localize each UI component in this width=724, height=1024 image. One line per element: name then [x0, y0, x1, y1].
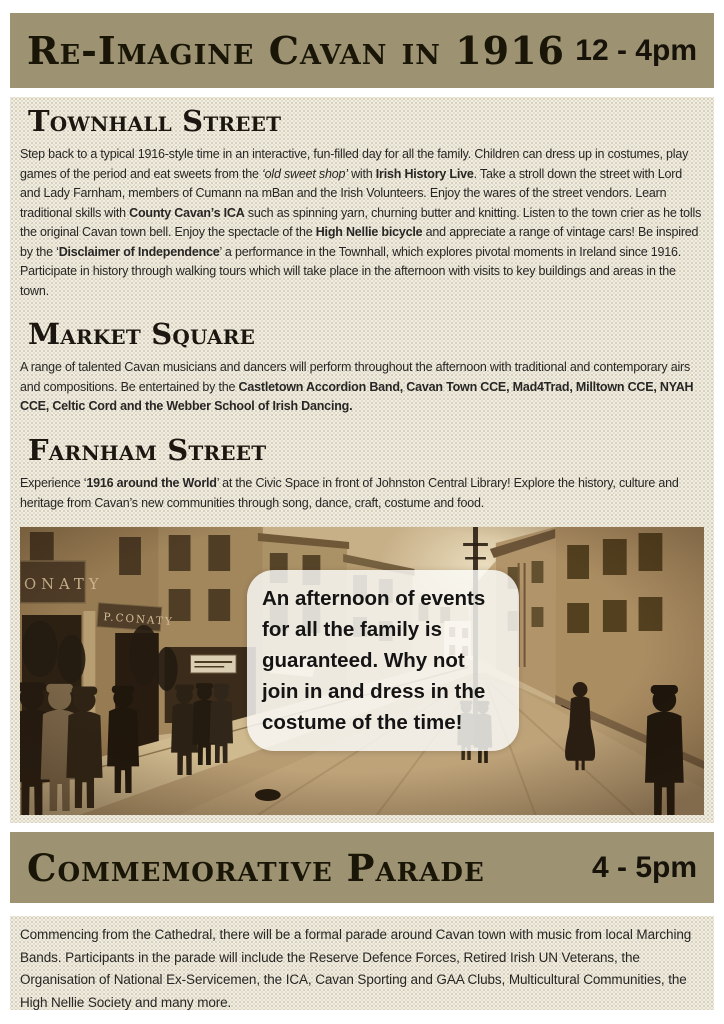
text-segment: Disclaimer of Independence — [58, 244, 220, 259]
section-paragraph-farnham-street — [20, 474, 704, 513]
text-segment: . Take a stroll down the street with Lord and Lady Farnham, members of Cumann na mBan and the Irish Volunteers. Enjoy the wares of the street vendors. Learn traditional skills with — [20, 166, 682, 220]
text-segment: and appreciate a range of vintage cars! Be inspired by the ‘ — [20, 225, 699, 259]
speech-bubble — [247, 570, 519, 751]
text-segment: ’ at the Civic Space in front of Johnston Central Library! Explore the history, culture and heritage from Cavan’s new communities through song, dance, craft, costume and food. — [20, 476, 679, 510]
event-time: 12 - 4pm — [575, 33, 697, 67]
parade-banner — [10, 832, 714, 903]
text-segment: Step back to a typical 1916-style time in an interactive, fun-filled day for all the family. Children can dress up in costumes, play games of the period and eat sweets from the — [20, 147, 689, 181]
text-segment: High Nellie bicycle — [315, 225, 423, 239]
parade-panel — [10, 916, 714, 1010]
text-segment: A range of talented Cavan musicians and dancers will perform throughout the afternoon with traditional and contemporary airs and compositions. Be entertained by the — [20, 360, 691, 394]
text-segment: such as spinning yarn, churning butter and knitting. Listen to the town crier as he tolls the original Cavan town bell. Enjoy the spectacle of the — [20, 205, 702, 239]
text-segment: Irish History Live — [375, 166, 474, 181]
section-paragraph-market-square — [20, 358, 704, 417]
street-photo — [20, 527, 704, 815]
main-panel — [10, 97, 714, 823]
parade-title: Commemorative Parade — [27, 845, 485, 890]
text-segment: 1916 around the World — [86, 476, 217, 490]
section-paragraph-townhall-street — [20, 145, 704, 301]
text-segment: ‘old sweet shop’ — [262, 166, 348, 181]
event-banner — [10, 13, 714, 88]
text-segment: County Cavan’s ICA — [129, 205, 245, 220]
text-segment: Commencing from the Cathedral, there will be a formal parade around Cavan town with music from local Marching Bands. Participants in the parade will include the Reserve Defence Forces, Retired Irish UN Veterans, the Organisation of National Ex-Servicemen, the ICA, Cavan Sporting and GAA Clubs, Multicultural Communities, the High Nellie Society and many more. — [20, 927, 692, 1010]
section-heading-townhall-street: Townhall Street — [28, 104, 282, 138]
text-segment: Experience ‘ — [20, 476, 87, 490]
speech-bubble-text: An afternoon of events for all the family is guaranteed. Why not join in and dress in the costume of the time! — [262, 587, 486, 734]
text-segment: ’ a performance in the Townhall, which explores pivotal moments in Ireland since 1916. Participate in history through walking tours which will take place in the afternoon with visits to key buildings and areas in the town. — [20, 244, 682, 298]
section-heading-farnham-street: Farnham Street — [28, 433, 267, 467]
section-heading-market-square: Market Square — [28, 317, 256, 351]
text-segment: Castletown Accordion Band, Cavan Town CCE, Mad4Trad, Milltown CCE, NYAH CCE, Celtic Cord and the Webber School of Irish Dancing. — [20, 379, 694, 413]
parade-time: 4 - 5pm — [591, 850, 697, 884]
text-segment: with — [347, 166, 376, 181]
parade-paragraph — [20, 924, 704, 1014]
event-title: Re-Imagine Cavan in 1916 — [27, 28, 565, 73]
